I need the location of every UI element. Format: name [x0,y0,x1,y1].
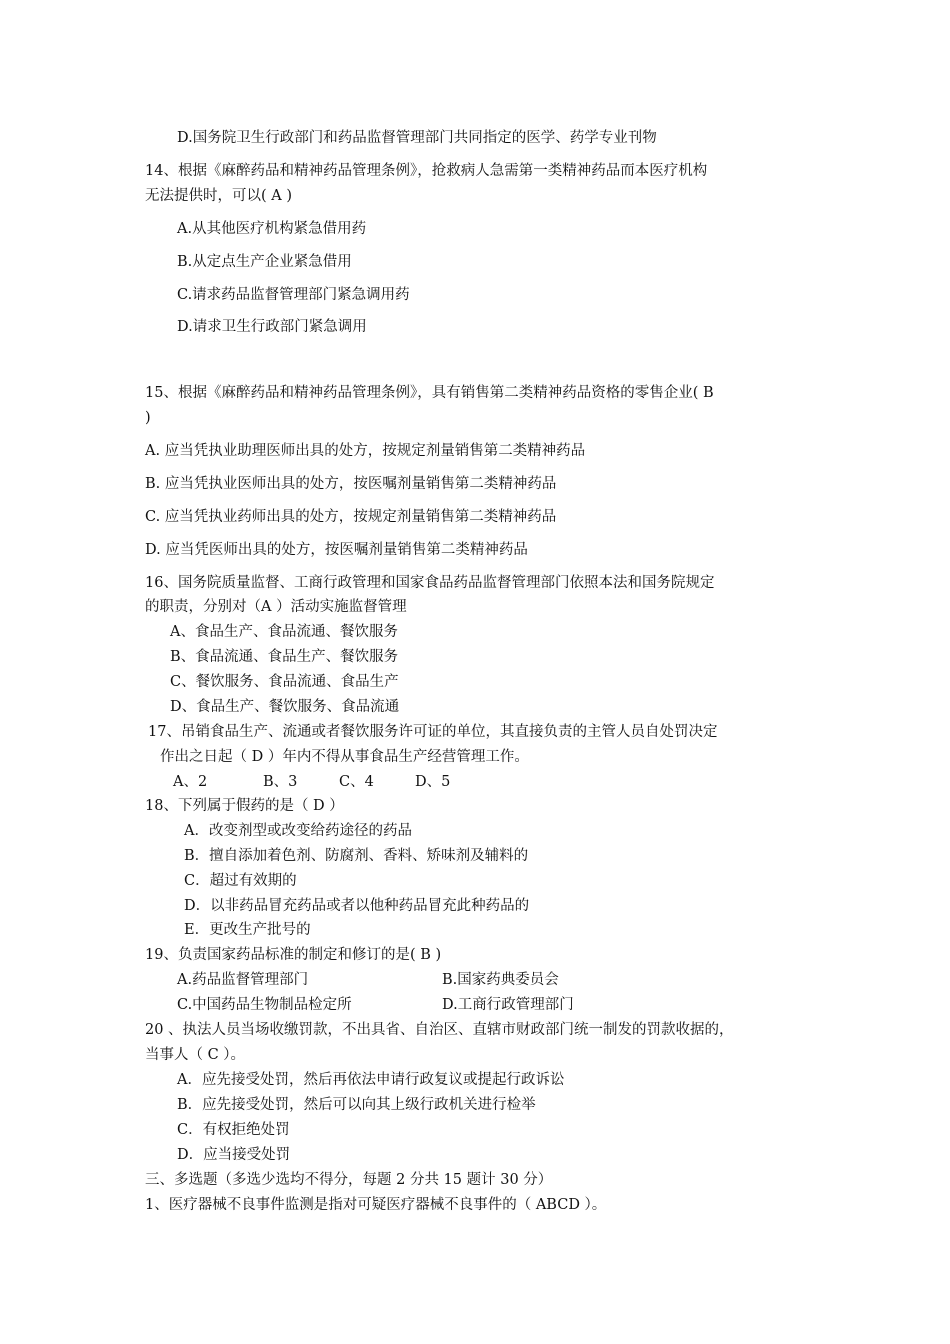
q17-option-b: B、3 [263,774,298,790]
q19-stem: 19、负责国家药品标准的制定和修订的是( B ) [145,947,442,963]
q19-option-c: C.中国药品生物制品检定所 [177,997,352,1013]
q14-stem-line2: 无法提供时，可以( A ) [145,188,293,204]
q19-options-row-2 [177,995,627,1015]
q19-option-a: A.药品监督管理部门 [177,972,309,988]
q14-option-c: C.请求药品监督管理部门紧急调用药 [177,287,410,303]
q14-option-a: A.从其他医疗机构紧急借用药 [177,221,367,237]
q17-option-d: D、5 [415,774,451,790]
section-3-title: 三、多选题（多选少选均不得分，每题 2 分共 15 题计 30 分） [145,1172,553,1188]
q16-option-a: A、食品生产、食品流通、餐饮服务 [170,624,398,640]
q15-option-b: B. 应当凭执业医师出具的处方，按医嘱剂量销售第二类精神药品 [145,476,557,492]
q17-option-a: A、2 [173,774,208,790]
q20-option-d: D．应当接受处罚 [177,1147,291,1163]
q17-stem-line2: 作出之日起（ D ）年内不得从事食品生产经营管理工作。 [160,749,529,765]
q18-stem: 18、下列属于假药的是（ D ） [145,798,344,814]
q20-option-c: C．有权拒绝处罚 [177,1122,290,1138]
q15-stem-line1: 15、根据《麻醉药品和精神药品管理条例》，具有销售第二类精神药品资格的零售企业( B [145,385,714,401]
q18-option-a: A．改变剂型或改变给药途径的药品 [184,823,412,839]
q15-stem-line2: ) [145,410,151,426]
q20-stem-line2: 当事人（ C ）。 [145,1047,246,1063]
q20-option-a: A．应先接受处罚，然后再依法申请行政复议或提起行政诉讼 [177,1072,565,1088]
q19-option-b: B.国家药典委员会 [442,972,559,988]
q16-option-d: D、食品生产、餐饮服务、食品流通 [170,699,400,715]
q16-stem-line1: 16、国务院质量监督、工商行政管理和国家食品药品监督管理部门依照本法和国务院规定 [145,575,715,591]
q17-options-row [173,772,493,792]
q17-stem-line1: 17、吊销食品生产、流通或者餐饮服务许可证的单位，其直接负责的主管人员自处罚决定 [148,724,718,740]
q18-option-b: B．擅自添加着色剂、防腐剂、香料、矫味剂及辅料的 [184,848,529,864]
q16-option-c: C、餐饮服务、食品流通、食品生产 [170,674,399,690]
q16-stem-line2: 的职责，分别对（A ）活动实施监督管理 [145,599,407,615]
q17-option-c: C、4 [339,774,374,790]
q19-options-row-1 [177,970,627,990]
q14-option-b: B.从定点生产企业紧急借用 [177,254,352,270]
q18-option-e: E．更改生产批号的 [184,922,311,938]
q15-option-c: C. 应当凭执业药师出具的处方，按规定剂量销售第二类精神药品 [145,509,557,525]
q18-option-c: C．超过有效期的 [184,873,297,889]
q20-option-b: B．应先接受处罚，然后可以向其上级行政机关进行检举 [177,1097,536,1113]
q13-option-d: D.国务院卫生行政部门和药品监督管理部门共同指定的医学、药学专业刊物 [177,130,657,146]
q20-stem-line1: 20 、执法人员当场收缴罚款，不出具省、自治区、直辖市财政部门统一制发的罚款收据的， [145,1022,734,1038]
q15-option-d: D. 应当凭医师出具的处方，按医嘱剂量销售第二类精神药品 [145,542,528,558]
q15-option-a: A. 应当凭执业助理医师出具的处方，按规定剂量销售第二类精神药品 [145,443,586,459]
q19-option-d: D.工商行政管理部门 [442,997,574,1013]
s3-q1-stem: 1、医疗器械不良事件监测是指对可疑医疗器械不良事件的（ ABCD ）。 [145,1197,607,1213]
q16-option-b: B、食品流通、食品生产、餐饮服务 [170,649,399,665]
q14-option-d: D.请求卫生行政部门紧急调用 [177,319,367,335]
q14-stem-line1: 14、根据《麻醉药品和精神药品管理条例》，抢救病人急需第一类精神药品而本医疗机构 [145,163,708,179]
q18-option-d: D．以非药品冒充药品或者以他种药品冒充此种药品的 [184,898,530,914]
